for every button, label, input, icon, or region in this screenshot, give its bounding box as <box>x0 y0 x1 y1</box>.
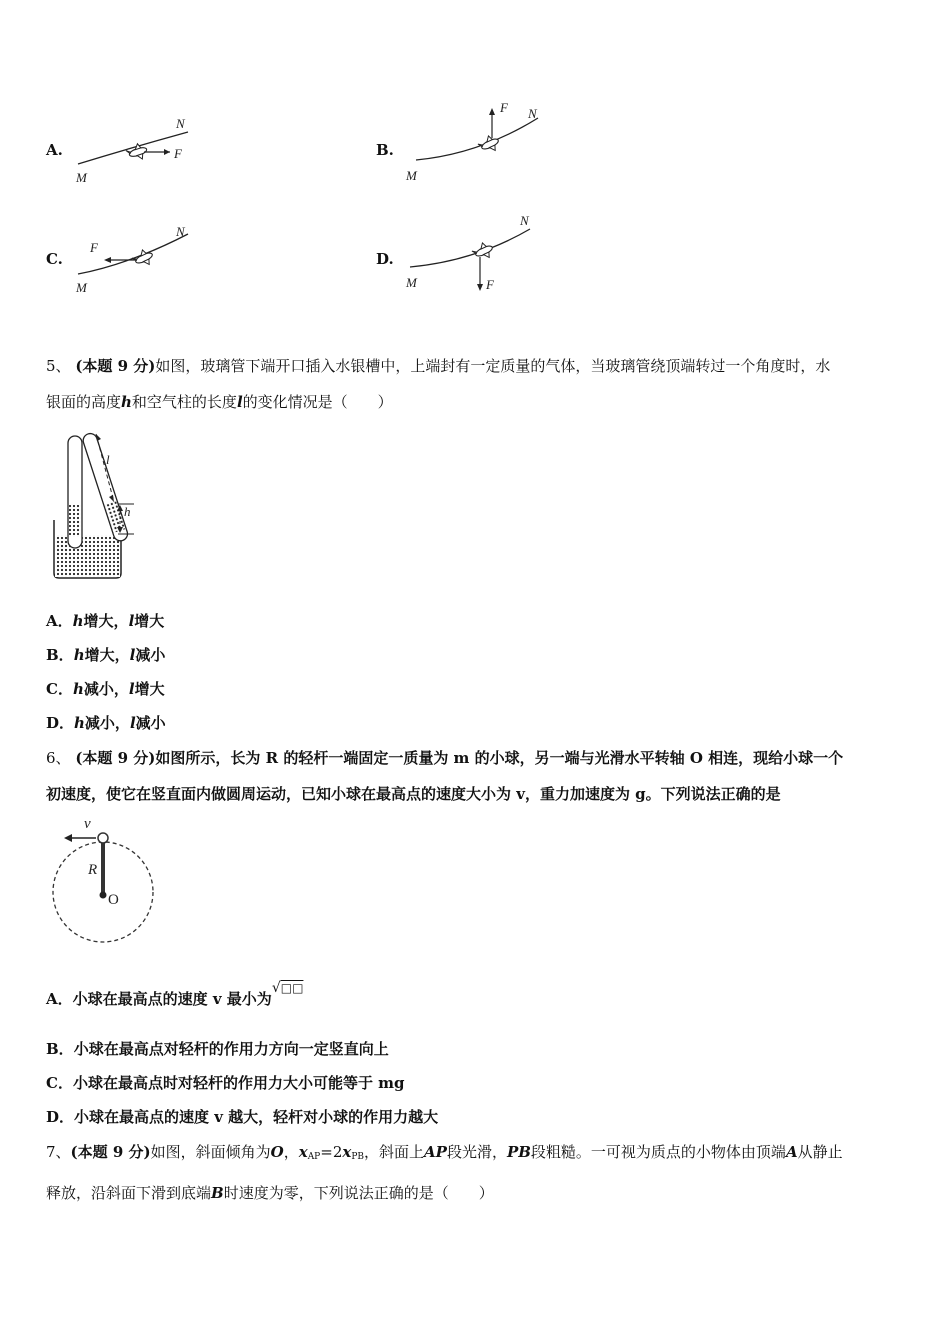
option-text: 小球在最高点的速度 v 越大，轻杆对小球的作用力越大 <box>74 1108 439 1126</box>
label-h: h <box>124 504 131 519</box>
point-m-label: M <box>406 168 417 183</box>
question-text: 如图，斜面倾角为 <box>150 1143 271 1161</box>
q6-option-d[interactable] <box>46 1106 438 1127</box>
label-v: v <box>84 816 91 832</box>
point-m-label: M <box>76 280 87 295</box>
var-pb: PB <box>506 1143 531 1161</box>
q6-option-b[interactable] <box>46 1038 389 1059</box>
var: h <box>74 714 85 732</box>
force-label: F <box>90 240 98 255</box>
question-text: 段光滑， <box>446 1143 507 1161</box>
question-score: (本题 9 分) <box>70 1143 151 1161</box>
point-n-label: N <box>176 224 185 239</box>
option-text: 减小， <box>83 680 129 698</box>
question-5-stem <box>46 348 908 420</box>
question-7-stem <box>46 1134 908 1211</box>
var: l <box>129 714 136 732</box>
var: l <box>128 612 135 630</box>
label-R: R <box>88 862 98 878</box>
q6-option-c[interactable] <box>46 1072 405 1093</box>
q4-figure-c <box>70 220 200 300</box>
var: h <box>72 612 84 630</box>
question-text-a: 如图，玻璃管下端开口插入水银槽中，上端封有一定质量的气体，当玻璃管绕顶端转过一个角度时，水 <box>155 357 831 375</box>
q5-option-b[interactable] <box>46 644 165 665</box>
var-x: x <box>298 1143 308 1161</box>
var: l <box>128 680 135 698</box>
option-text: 减小 <box>135 714 166 732</box>
var-ap: AP <box>424 1143 447 1161</box>
var-theta: O <box>270 1143 284 1161</box>
question-number: 7、 <box>46 1143 71 1161</box>
airplane-icon <box>471 240 496 263</box>
option-letter: B. <box>376 141 394 159</box>
question-number: 5、 <box>46 357 71 375</box>
option-text: 小球在最高点时对轻杆的作用力大小可能等于 mg <box>72 1074 405 1092</box>
force-label: F <box>500 100 508 115</box>
subscript: AP <box>307 1152 321 1162</box>
option-letter: D. <box>376 250 394 268</box>
var-a: A <box>785 1143 798 1161</box>
question-text: 时速度为零，下列说法正确的是（ ） <box>223 1184 494 1202</box>
question-text: 银面的高度 <box>46 393 122 411</box>
option-letter: A． <box>46 990 73 1008</box>
option-letter: C． <box>46 1074 73 1092</box>
question-score: (本题 9 分) <box>75 357 156 375</box>
option-text: 小球在最高点对轻杆的作用力方向一定竖直向上 <box>73 1040 389 1058</box>
question-text: 段粗糙。一可视为质点的小物体由顶端 <box>530 1143 786 1161</box>
option-text: 小球在最高点的速度 v 最小为 <box>72 990 272 1008</box>
q4-figure-b <box>400 98 550 188</box>
option-letter: B． <box>46 1040 74 1058</box>
q4-figure-d <box>400 205 550 300</box>
var-b: B <box>211 1184 224 1202</box>
point-m-label: M <box>76 170 87 185</box>
sqrt-symbol: √ <box>271 980 281 996</box>
q6-figure-circular-motion <box>46 812 161 952</box>
option-letter: B． <box>46 646 74 664</box>
point-n-label: N <box>176 116 185 131</box>
question-6-stem <box>46 740 908 812</box>
var: l <box>129 646 136 664</box>
q5-figure-mercury-tube <box>44 428 144 583</box>
question-text: =2 <box>320 1143 343 1161</box>
q6-option-a[interactable] <box>46 980 304 1009</box>
question-text: ， <box>283 1143 299 1161</box>
subscript: PB <box>351 1152 364 1162</box>
option-letter: A. <box>46 141 63 159</box>
option-letter: A． <box>46 612 73 630</box>
q5-option-a[interactable] <box>46 610 164 631</box>
var-h: h <box>121 393 132 411</box>
force-label: F <box>486 277 494 292</box>
question-text: 从静止 <box>797 1143 843 1161</box>
question-text: ，斜面上 <box>364 1143 425 1161</box>
option-text: 增大 <box>134 612 165 630</box>
option-text: 减小， <box>84 714 130 732</box>
option-text: 增大 <box>134 680 165 698</box>
question-text-b: 初速度，使它在竖直面内做圆周运动，已知小球在最高点的速度大小为 v，重力加速度为 g。下列说法正确的是 <box>46 785 781 803</box>
option-text: 增大， <box>84 646 130 664</box>
q5-option-d[interactable] <box>46 712 166 733</box>
option-text: 增大， <box>83 612 129 630</box>
option-letter: D． <box>46 1108 75 1126</box>
missing-glyph-boxes: □□ <box>280 981 304 995</box>
q4-figure-a <box>70 110 200 190</box>
option-letter: C． <box>46 680 73 698</box>
option-text: 减小 <box>135 646 166 664</box>
var: h <box>72 680 84 698</box>
option-letter: D． <box>46 714 75 732</box>
point-m-label: M <box>406 275 417 290</box>
option-letter: C. <box>46 250 63 268</box>
airplane-icon <box>477 133 502 156</box>
force-label: F <box>174 146 182 161</box>
label-l: l <box>106 452 110 467</box>
var-l: l <box>236 393 243 411</box>
question-text: 释放，沿斜面下滑到底端 <box>46 1184 212 1202</box>
q5-option-c[interactable] <box>46 678 165 699</box>
var-x: x <box>342 1143 352 1161</box>
point-n-label: N <box>528 106 537 121</box>
question-text: 和空气柱的长度 <box>131 393 237 411</box>
label-O: O <box>108 892 119 908</box>
question-text-a: 如图所示，长为 R 的轻杆一端固定一质量为 m 的小球，另一端与光滑水平转轴 O 相连，现给小球一个 <box>155 749 844 767</box>
question-number: 6、 <box>46 749 71 767</box>
question-text: 的变化情况是（ ） <box>242 393 393 411</box>
question-score: (本题 9 分) <box>75 749 156 767</box>
var: h <box>73 646 85 664</box>
point-n-label: N <box>520 213 529 228</box>
